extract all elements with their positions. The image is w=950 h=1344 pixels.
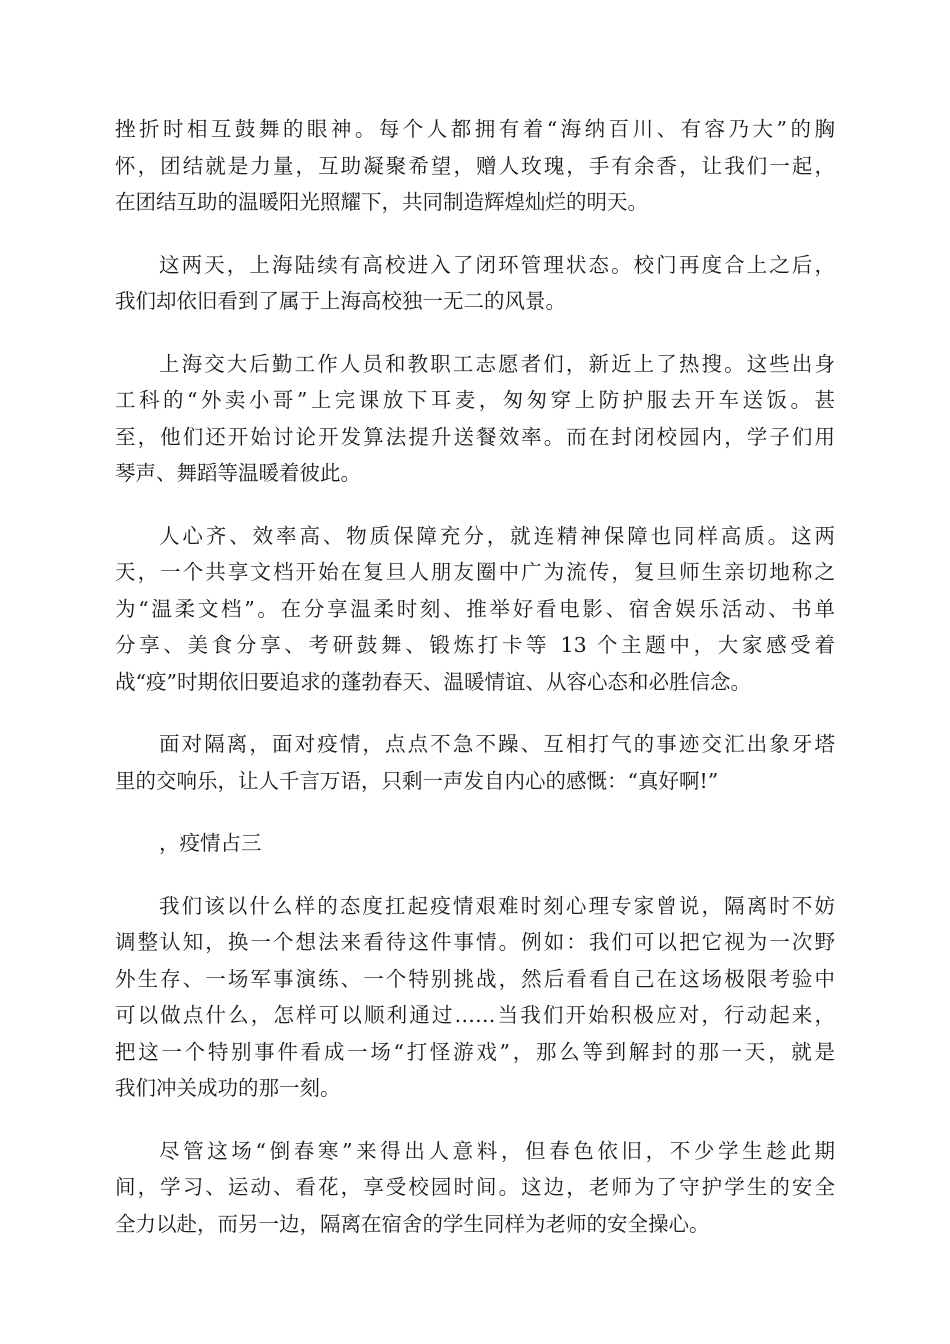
text-line: 里的交响乐，让人千言万语，只剩一声发自内心的感慨：“真好啊!”	[115, 768, 719, 793]
text-line: 工科的“外卖小哥”上完课放下耳麦，匆匆穿上防护服去开车送饭。甚	[115, 388, 835, 412]
text-line: 在团结互助的温暖阳光照耀下，共同制造辉煌灿烂的明天。	[115, 190, 648, 214]
paragraph	[115, 518, 835, 701]
text-line: 天，一个共享文档开始在复旦人朋友圈中广为流传，复旦师生亲切地称之	[115, 560, 835, 584]
text-line: 把这一个特别事件看成一场“打怪游戏”，那么等到解封的那一天，就是	[115, 1039, 835, 1064]
text-line: 尽管这场“倒春寒”来得出人意料，但春色依旧，不少学生趁此期	[159, 1138, 835, 1163]
text-line: 上海交大后勤工作人员和教职工志愿者们，新近上了热搜。这些出身	[159, 351, 835, 376]
text-line: 我们该以什么样的态度扛起疫情艰难时刻心理专家曾说，隔离时不妨	[159, 893, 835, 918]
text-line: 间，学习、运动、看花，享受校园时间。这边，老师为了守护学生的安全	[115, 1175, 835, 1199]
text-line: 人心齐、效率高、物质保障充分，就连精神保障也同样高质。这两	[159, 523, 835, 548]
text-line: 战“疫”时期依旧要追求的蓬勃春天、温暖情谊、从容心态和必胜信念。	[115, 669, 751, 694]
text-line: 可以做点什么，怎样可以顺利通过……当我们开始积极应对，行动起来，	[115, 1003, 835, 1027]
paragraph	[115, 346, 835, 492]
text-line: 挫折时相互鼓舞的眼神。每个人都拥有着“海纳百川、有容乃大”的胸	[115, 117, 835, 141]
text-line: 我们却依旧看到了属于上海高校独一无二的风景。	[115, 289, 566, 313]
paragraph	[115, 888, 835, 1107]
text-line: 分享、美食分享、考研鼓舞、锻炼打卡等 13 个主题中，大家感受着	[115, 633, 835, 657]
text-line: 调整认知，换一个想法来看待这件事情。例如：我们可以把它视为一次野	[115, 930, 835, 954]
paragraph	[115, 111, 835, 221]
text-line: 我们冲关成功的那一刻。	[115, 1076, 341, 1100]
paragraph	[115, 247, 835, 320]
paragraph	[115, 726, 835, 799]
paragraph	[115, 1133, 835, 1243]
text-line: 琴声、舞蹈等温暖着彼此。	[115, 461, 361, 485]
text-line: 全力以赴，而另一边，隔离在宿舍的学生同样为老师的安全操心。	[115, 1211, 710, 1236]
text-line: 为“温柔文档”。在分享温柔时刻、推举好看电影、宿舍娱乐活动、书单	[115, 596, 835, 621]
text-line: 至，他们还开始讨论开发算法提升送餐效率。而在封闭校园内，学子们用	[115, 424, 835, 449]
document-page	[115, 111, 835, 1268]
text-line: 外生存、一场军事演练、一个特别挑战，然后看看自己在这场极限考验中	[115, 966, 835, 991]
paragraph	[115, 825, 835, 862]
text-line: 怀，团结就是力量，互助凝聚希望，赠人玫瑰，手有余香，让我们一起，	[115, 153, 835, 178]
text-line: 面对隔离，面对疫情，点点不急不躁、互相打气的事迹交汇出象牙塔	[159, 732, 835, 756]
text-line: ，疫情占三	[159, 831, 262, 855]
text-line: 这两天，上海陆续有高校进入了闭环管理状态。校门再度合上之后，	[159, 252, 835, 277]
